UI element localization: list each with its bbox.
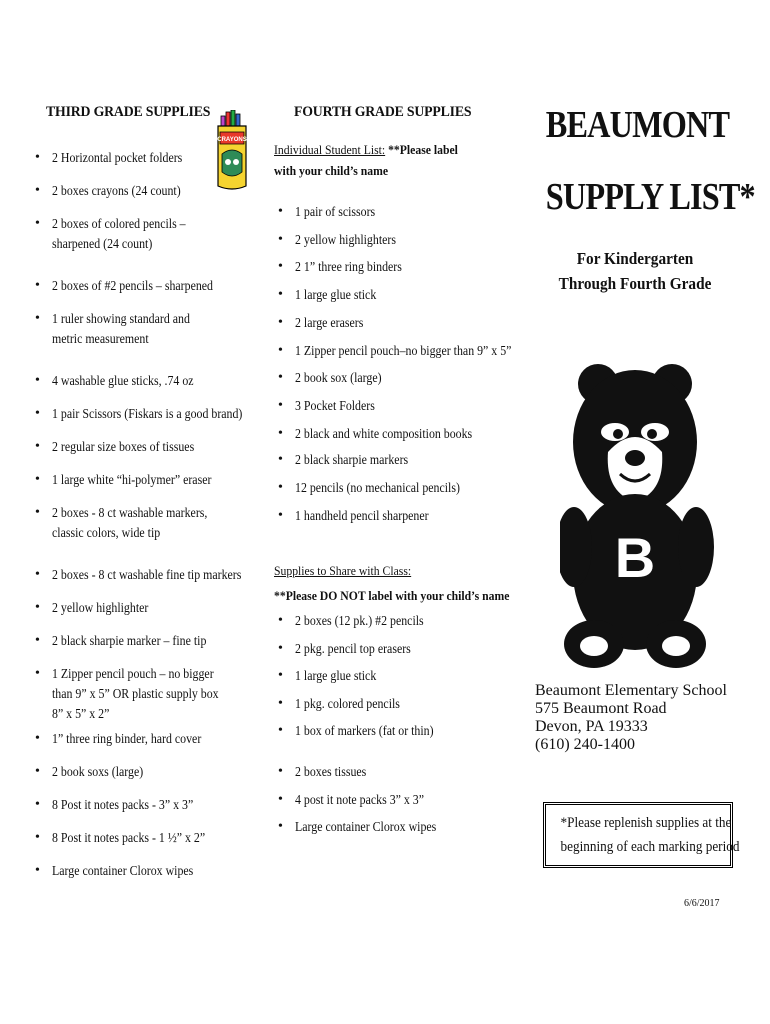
list-item: • 1” three ring binder, hard cover [52,729,222,749]
list-item: • 2 regular size boxes of tissues [52,437,214,457]
individual-list-label: Individual Student List: [274,142,386,157]
school-city: Devon, PA 19333 [535,718,648,735]
list-item: • 1 large white “hi-polymer” eraser [52,470,233,490]
fourth-grade-column [274,104,517,181]
list-item: • 2 boxes of #2 pencils – sharpened [52,276,235,296]
list-item: • 2 boxes - 8 ct washable markers, classic colors, wide tip [52,503,247,543]
bear-letter: B [614,526,656,589]
school-address [535,682,735,754]
list-item: • 2 book soxs (large) [52,762,156,782]
list-item: • 1 box of markers (fat or thin) [295,721,452,741]
cover-title-line1: BEAUMONT [545,104,730,146]
cover-subtitle-line2: Through Fourth Grade [558,274,712,293]
list-item: • 1 ruler showing standard and metric measurement [52,309,232,349]
share-heading [274,558,510,608]
list-item: • 4 post it note packs 3” x 3” [295,790,442,810]
school-phone: (610) 240-1400 [535,736,635,753]
list-item: • 8 Post it notes packs - 3” x 3” [52,795,212,815]
list-item: • 2 boxes crayons (24 count) [52,181,198,201]
share-list-note: **Please DO NOT label with your child’s name [274,588,510,603]
list-item: • 8 Post it notes packs - 1 ½” x 2” [52,828,226,848]
document-date: 6/6/2017 [684,898,720,909]
list-item: • 1 Zipper pencil pouch–no bigger than 9” x 5” [295,341,541,361]
list-item: • 1 pair Scissors (Fiskars is a good brand) [52,404,268,424]
list-item: • 1 large glue stick [295,285,387,305]
crayon-box-image [214,110,250,192]
list-item: • 2 black sharpie markers [295,450,424,470]
list-item: • 2 yellow highlighters [295,230,410,250]
school-street: 575 Beaumont Road [535,700,667,717]
list-item: • 12 pencils (no mechanical pencils) [295,478,482,498]
replenish-note-line2: beginning of each marking period [560,839,740,855]
list-item: • 3 Pocket Folders [295,396,386,416]
list-item: • 1 pkg. colored pencils [295,694,414,714]
fourth-grade-title: FOURTH GRADE SUPPLIES [294,104,472,120]
share-list-label: Supplies to Share with Class: [274,563,412,578]
list-item: • 2 boxes tissues [295,762,376,782]
list-item: • 2 large erasers [295,313,373,333]
list-item: • 2 1” three ring binders [295,257,416,277]
individual-list-note: **Please label with your child’s name [274,142,458,178]
list-item: • 2 pkg. pencil top erasers [295,639,427,659]
cover-subtitle-line1: For Kindergarten [576,249,694,268]
list-item: • 4 washable glue sticks, .74 oz [52,371,213,391]
list-item: • 1 large glue stick [295,666,387,686]
third-grade-column [36,104,236,121]
list-item: • 2 book sox (large) [295,368,393,388]
list-item: • 2 boxes (12 pk.) #2 pencils [295,611,441,631]
individual-list-heading [274,139,481,181]
list-item: • 1 handheld pencil sharpener [295,506,447,526]
bear-mascot-image [560,362,715,672]
list-item: • 1 pair of scissors [295,202,386,222]
list-item: • 1 Zipper pencil pouch – no bigger than 9” x 5” OR plastic supply box 8” x 5” x 2” [52,664,247,724]
list-item: • Large container Clorox wipes [295,817,456,837]
third-grade-title: THIRD GRADE SUPPLIES [46,104,211,120]
replenish-note-line1: *Please replenish supplies at the [560,815,732,831]
cover-title-line2: SUPPLY LIST* [545,176,755,218]
list-item: • 2 boxes of colored pencils – sharpened (24 count) [52,214,247,254]
replenish-note-box [543,802,740,868]
list-item: • 2 black sharpie marker – fine tip [52,631,227,651]
svg-text:CRAYONS: CRAYONS [217,137,247,143]
list-item: • 2 Horizontal pocket folders [52,148,200,168]
cover-panel [530,100,755,296]
list-item: • 2 black and white composition books [295,424,496,444]
list-item: • 2 yellow highlighter [52,598,161,618]
school-name: Beaumont Elementary School [535,682,727,699]
list-item: • Large container Clorox wipes [52,861,213,881]
list-item: • 2 boxes - 8 ct washable fine tip markers [52,565,267,585]
